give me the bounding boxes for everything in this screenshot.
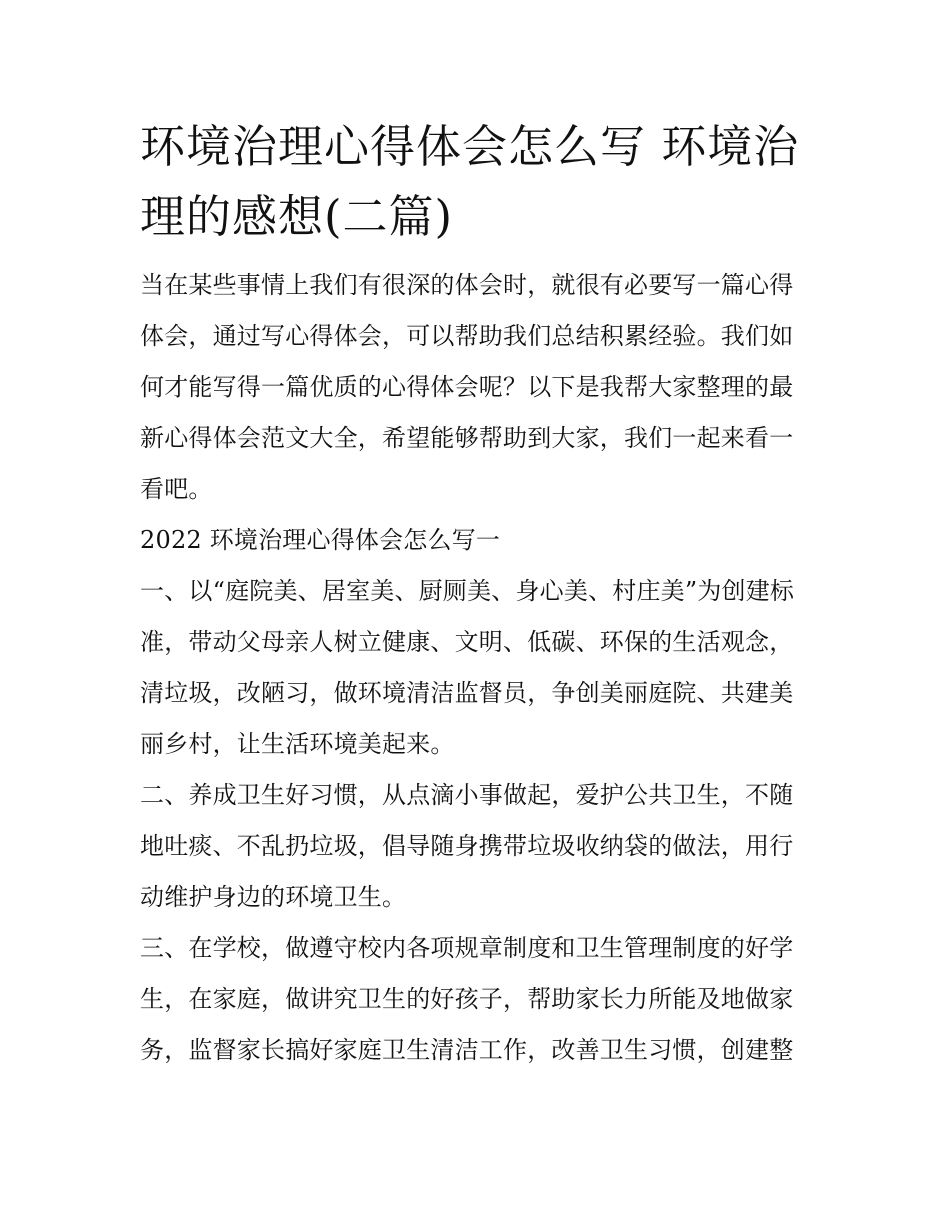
body-paragraph: 一、以“庭院美、居室美、厨厕美、身心美、村庄美”为创建标准，带动父母亲人树立健康、文明、低碳、环保的生活观念，清垃圾，改陋习，做环境清洁监督员，争创美丽庭院、共建美丽乡村，让生活环境美起来。 <box>140 577 795 758</box>
body-paragraph: 二、养成卫生好习惯，从点滴小事做起，爱护公共卫生，不随地吐痰、不乱扔垃圾，倡导随身携带垃圾收纳袋的做法，用行动维护身边的环境卫生。 <box>140 781 794 911</box>
document-title: 环境治理心得体会怎么写 环境治理的感想(二篇) <box>140 120 800 243</box>
section-heading: 2022 环境治理心得体会怎么写一 <box>140 526 501 554</box>
body-paragraph: 三、在学校，做遵守校内各项规章制度和卫生管理制度的好学生，在家庭，做讲究卫生的好孩子，帮助家长力所能及地做家务，监督家长搞好家庭卫生清洁工作，改善卫生习惯，创建整 <box>140 934 794 1064</box>
intro-paragraph: 当在某些事情上我们有很深的体会时，就很有必要写一篇心得体会，通过写心得体会，可以帮助我们总结积累经验。我们如何才能写得一篇优质的心得体会呢？以下是我帮大家整理的最新心得体会范文大全，希望能够帮助到大家，我们一起来看一看吧。 <box>140 271 794 503</box>
document-body <box>140 112 815 1076</box>
